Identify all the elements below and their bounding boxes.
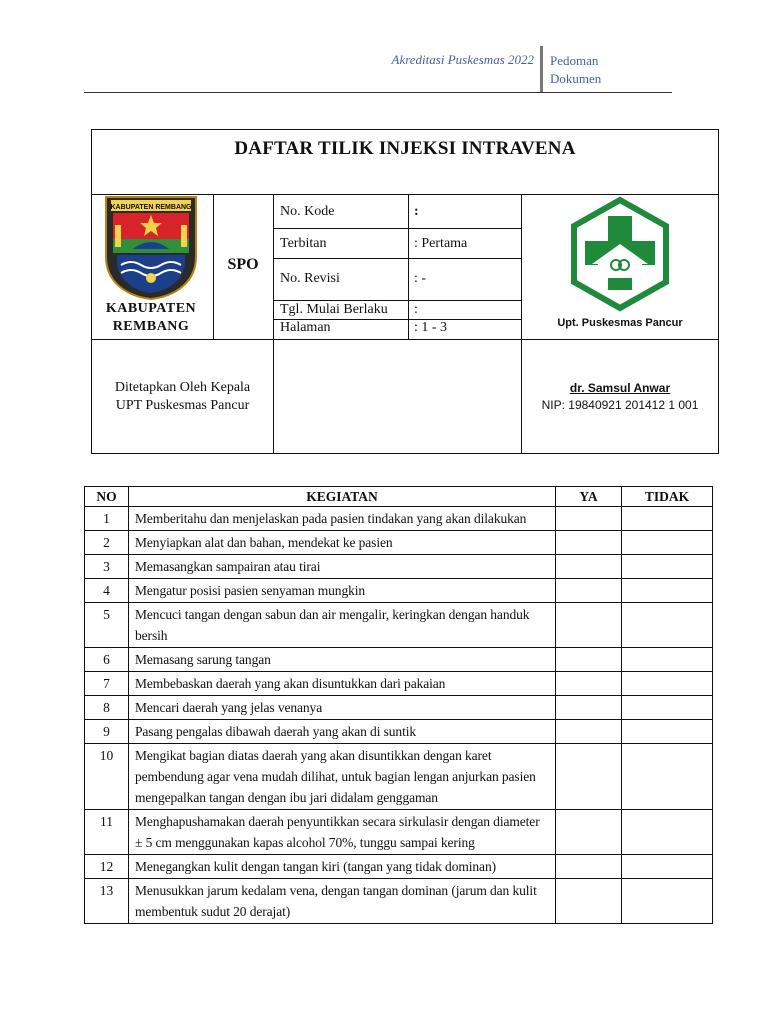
row-ya-cell[interactable]: [556, 603, 622, 648]
row-ya-cell[interactable]: [556, 648, 622, 672]
ditetapkan-line2: UPT Puskesmas Pancur: [115, 398, 250, 413]
row-tidak-cell[interactable]: [622, 720, 713, 744]
table-row: [85, 672, 713, 696]
table-row: [85, 555, 713, 579]
puskesmas-name: Upt. Puskesmas Pancur: [557, 317, 683, 329]
field-value-terbitan: : Pertama: [414, 236, 468, 251]
row-tidak-cell[interactable]: [622, 507, 713, 531]
header-kegiatan: KEGIATAN: [129, 487, 556, 507]
field-label-tgl-mulai: Tgl. Mulai Berlaku: [280, 302, 388, 317]
row-tidak-cell[interactable]: [622, 555, 713, 579]
crest-banner-text: KABUPATEN REMBANG: [110, 204, 192, 211]
row-activity: Membebaskan daerah yang akan disuntukkan dari pakaian: [129, 672, 556, 696]
table-row: [85, 879, 713, 924]
table-row: [85, 507, 713, 531]
row-number: 11: [85, 810, 129, 855]
row-tidak-cell[interactable]: [622, 579, 713, 603]
row-tidak-cell[interactable]: [622, 810, 713, 855]
row-activity: Menyiapkan alat dan bahan, mendekat ke pasien: [129, 531, 556, 555]
header-divider: [540, 46, 543, 92]
row-activity: Mencuci tangan dengan sabun dan air mengalir, keringkan dengan handuk bersih: [129, 603, 556, 648]
row-activity: Memberitahu dan menjelaskan pada pasien tindakan yang akan dilakukan: [129, 507, 556, 531]
field-label-terbitan: Terbitan: [280, 236, 327, 251]
row-number: 4: [85, 579, 129, 603]
regency-crest-icon: [103, 195, 199, 301]
document-type-line2: Dokumen: [550, 71, 602, 86]
row-ya-cell[interactable]: [556, 531, 622, 555]
row-tidak-cell[interactable]: [622, 531, 713, 555]
field-value-halaman: : 1 - 3: [414, 320, 448, 335]
field-value-tgl-mulai: :: [414, 302, 418, 317]
field-label-halaman: Halaman: [280, 320, 331, 335]
row-ya-cell[interactable]: [556, 672, 622, 696]
row-tidak-cell[interactable]: [622, 603, 713, 648]
header-no: NO: [85, 487, 129, 507]
table-row: [85, 648, 713, 672]
row-ya-cell[interactable]: [556, 810, 622, 855]
col-divider: [273, 194, 274, 454]
puskesmas-logo-icon: [569, 196, 671, 312]
document-title: DAFTAR TILIK INJEKSI INTRAVENA: [234, 138, 576, 159]
checklist-body: [85, 507, 713, 924]
row-ya-cell[interactable]: [556, 579, 622, 603]
row-tidak-cell[interactable]: [622, 672, 713, 696]
row-tidak-cell[interactable]: [622, 879, 713, 924]
row-number: 1: [85, 507, 129, 531]
document-type-label: [550, 52, 601, 88]
table-row: [85, 720, 713, 744]
spo-header-table: [91, 129, 719, 454]
row-ya-cell[interactable]: [556, 879, 622, 924]
row-number: 8: [85, 696, 129, 720]
regency-name-line1: KABUPATEN: [105, 301, 197, 316]
header-rule: [84, 92, 672, 93]
field-value-revisi: : -: [414, 271, 427, 286]
row-tidak-cell[interactable]: [622, 855, 713, 879]
signer-nip: NIP: 19840921 201412 1 001: [541, 398, 699, 412]
row-number: 3: [85, 555, 129, 579]
row-activity: Mengatur posisi pasien senyaman mungkin: [129, 579, 556, 603]
row-activity: Mengikat bagian diatas daerah yang akan disuntikkan dengan karet pembendung agar vena mudah dilihat, untuk bagian lengan anjurkan pasien mengepalkan tangan dengan ibu jari didalam genggaman: [129, 744, 556, 810]
table-row: [85, 531, 713, 555]
row-activity: Memasang sarung tangan: [129, 648, 556, 672]
ditetapkan-line1: Ditetapkan Oleh Kepala: [114, 380, 251, 395]
row-activity: Mencari daerah yang jelas venanya: [129, 696, 556, 720]
row-tidak-cell[interactable]: [622, 696, 713, 720]
table-row: [85, 696, 713, 720]
row-number: 5: [85, 603, 129, 648]
table-row: [85, 579, 713, 603]
accreditation-label: Akreditasi Puskesmas 2022: [391, 52, 534, 67]
row-activity: Menghapushamakan daerah penyuntikkan secara sirkulasir dengan diameter ± 5 cm menggunakan kapas alcohol 70%, tunggu sampai kering: [129, 810, 556, 855]
row-activity: Pasang pengalas dibawah daerah yang akan di suntik: [129, 720, 556, 744]
table-row: [85, 603, 713, 648]
row-ya-cell[interactable]: [556, 555, 622, 579]
row-activity: Menusukkan jarum kedalam vena, dengan tangan dominan (jarum dan kulit membentuk sudut 20 derajat): [129, 879, 556, 924]
row-tidak-cell[interactable]: [622, 744, 713, 810]
row-ya-cell[interactable]: [556, 696, 622, 720]
table-row: [85, 855, 713, 879]
spo-label: SPO: [227, 256, 259, 273]
field-label-kode: No. Kode: [280, 204, 335, 219]
checklist-table: [84, 486, 713, 924]
regency-name-line2: REMBANG: [112, 319, 190, 334]
field-divider: [273, 300, 521, 301]
row-ya-cell[interactable]: [556, 507, 622, 531]
document-type-line1: Pedoman: [550, 53, 599, 68]
table-row: [85, 744, 713, 810]
regency-name: [92, 300, 210, 336]
table-row: [85, 810, 713, 855]
row-ya-cell[interactable]: [556, 744, 622, 810]
ditetapkan-label: [92, 379, 273, 415]
row-tidak-cell[interactable]: [622, 648, 713, 672]
field-divider: [273, 258, 521, 259]
row-divider: [92, 339, 718, 340]
row-activity: Memasangkan sampairan atau tirai: [129, 555, 556, 579]
row-ya-cell[interactable]: [556, 855, 622, 879]
running-header: [0, 0, 768, 100]
signer-block: [522, 380, 718, 414]
row-number: 6: [85, 648, 129, 672]
table-header-row: [85, 487, 713, 507]
col-divider: [408, 194, 409, 339]
row-number: 13: [85, 879, 129, 924]
header-ya: YA: [556, 487, 622, 507]
field-value-kode: :: [414, 204, 419, 219]
header-tidak: TIDAK: [622, 487, 713, 507]
signer-name: dr. Samsul Anwar: [569, 381, 671, 395]
row-number: 2: [85, 531, 129, 555]
row-number: 10: [85, 744, 129, 810]
row-number: 9: [85, 720, 129, 744]
row-number: 7: [85, 672, 129, 696]
row-ya-cell[interactable]: [556, 720, 622, 744]
row-activity: Menegangkan kulit dengan tangan kiri (tangan yang tidak dominan): [129, 855, 556, 879]
field-label-revisi: No. Revisi: [280, 271, 340, 286]
field-divider: [273, 228, 521, 229]
row-number: 12: [85, 855, 129, 879]
